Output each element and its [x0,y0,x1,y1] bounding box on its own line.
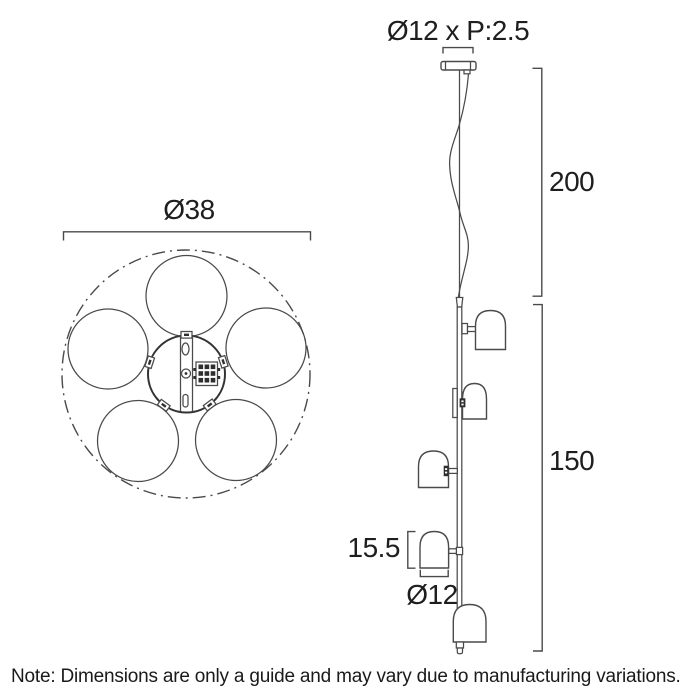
side-view-drawing [408,48,542,654]
dim-bracket-15-5 [408,532,416,569]
dim-bracket-38 [64,232,311,241]
dim-bracket-canopy [443,48,473,54]
hub-screw-dot [185,372,188,375]
body-length-label: 150 [549,445,595,476]
dim-line-200 [533,68,542,296]
shade-circle-bottom-left [98,401,179,482]
shade-circle-right [226,308,306,388]
upper-drop-length-label: 200 [549,166,595,197]
dim-line-150 [533,305,542,651]
ceiling-canopy [441,62,476,74]
lamp-head-1 [462,311,506,350]
head-height-label: 15.5 [347,532,400,563]
head-diameter-label: Ø12 [406,579,458,610]
terminal-block [193,362,220,386]
lamp-head-3 [419,451,458,488]
cord-ferrule [456,298,463,308]
shade-circle-top [146,256,227,337]
lamp-head-5 [453,605,486,654]
lamp-head-4 [420,532,463,569]
footer-note: Note: Dimensions are only a guide and may vary due to manufacturing variations. [11,666,681,687]
shade-circle-left [68,309,148,389]
top-view-drawing [62,232,311,498]
dim-bracket-head-12 [420,570,448,577]
canopy-dimension-label: Ø12 x P:2.5 [386,15,530,46]
rod [457,307,462,642]
top-view-diameter-label: Ø38 [163,194,215,225]
shade-circle-bottom-right [196,400,277,481]
